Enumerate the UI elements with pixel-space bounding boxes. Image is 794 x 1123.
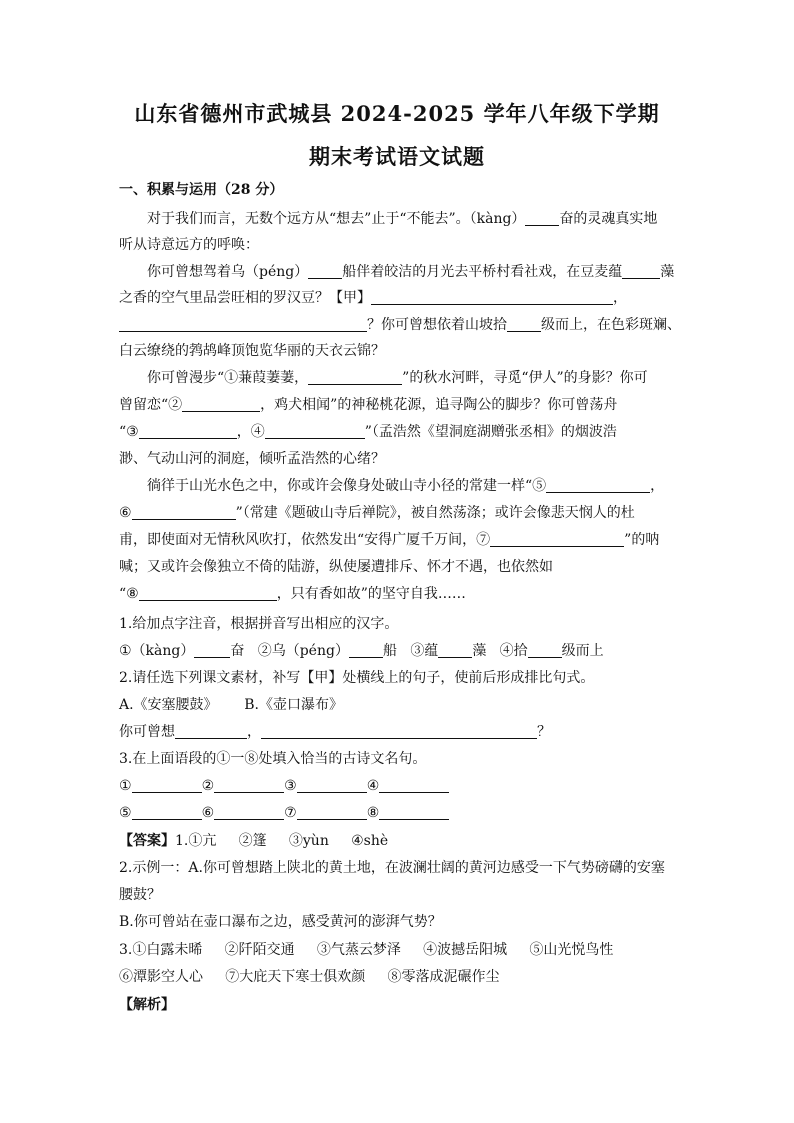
question-3-blanks-row1: ① ② ③ ④: [119, 776, 675, 796]
paragraph-line: 白云缭绕的鹁鸪峰顶饱览华丽的天衣云锦？: [119, 343, 385, 359]
paragraph-line: 喊；又或许会像独立不倚的陆游，纵使屡遭排斥、怀才不遇，也依然如: [119, 559, 553, 575]
answer-3-row1: 3.①白露未晞 ②阡陌交通 ③气蒸云梦泽 ④波撼岳阳城 ⑤山光悦鸟性: [119, 942, 614, 958]
question-3: 3.在上面语段的①一⑧处填入恰当的古诗文名句。: [119, 751, 427, 767]
section-heading: 一、积累与运用（28 分）: [119, 182, 284, 198]
question-1-items: ①（kàng） 奋 ②乌（péng） 船 ③蕴 藻 ④拾 级而上: [119, 643, 604, 659]
paragraph-line: “⑧ ，只有香如故”的坚守自我……: [119, 586, 466, 602]
paragraph-line: ？你可曾想依着山坡拾 级而上，在色彩斑斓、: [119, 315, 675, 335]
question-2-options: A.《安塞腰鼓》 B.《壶口瀑布》: [119, 697, 343, 713]
question-2-answer-line: 你可曾想 ， ？: [119, 724, 551, 740]
paragraph-line: 徜徉于山光水色之中，你或许会像身处破山寺小径的常建一样“⑤ ，: [147, 478, 665, 494]
page-subtitle: 期末考试语文试题: [309, 144, 485, 169]
paragraph-line: 曾留恋“② ，鸡犬相闻”的神秘桃花源，追寻陶公的脚步？你可曾荡舟: [119, 397, 618, 413]
paragraph-line: ⑥ ”（常建《题破山寺后禅院》，被自然荡涤；或许会像悲天悯人的杜: [119, 505, 635, 521]
paragraph-line: 你可曾漫步“①蒹葭萋萋， ”的秋水河畔，寻觅“伊人”的身影？你可: [147, 370, 648, 386]
answer-3-row2: ⑥潭影空人心 ⑦大庇天下寒士俱欢颜 ⑧零落成泥碾作尘: [119, 969, 500, 985]
paragraph-line: 对于我们而言，无数个远方从“想去”止于“不能去”。（kàng） 奋的灵魂真实地: [147, 211, 658, 227]
paragraph-line: 听从诗意远方的呼唤：: [119, 237, 259, 253]
question-2: 2.请任选下列课文素材，补写【甲】处横线上的句子，使前后形成排比句式。: [119, 670, 595, 686]
paragraph-line: “③ ，④ ”（孟浩然《望洞庭湖赠张丞相》的烟波浩: [119, 424, 617, 440]
question-1: 1.给加点字注音，根据拼音写出相应的汉字。: [119, 616, 399, 632]
answer-2: 2.示例一：A.你可曾想踏上陕北的黄土地，在波澜壮阔的黄河边感受一下气势磅礴的安塞: [119, 860, 665, 876]
analysis-heading: 【解析】: [119, 997, 175, 1013]
answer-1: 【答案】1.①亢 ②篷 ③yùn ④shè: [119, 833, 389, 849]
paragraph-line: 之香的空气里品尝旺相的罗汉豆？【甲】 ，: [119, 290, 627, 306]
paragraph-line: 你可曾想驾着乌（péng） 船伴着皎洁的月光去平桥村看社戏，在豆麦蕴 藻: [147, 264, 675, 280]
answer-2-b: B.你可曾站在壶口瀑布之边，感受黄河的澎湃气势？: [119, 914, 442, 930]
page-title: 山东省德州市武城县 2024-2025 学年八年级下学期: [134, 101, 660, 126]
paragraph-line: 渺、气动山河的洞庭，倾听孟浩然的心绪？: [119, 451, 385, 467]
answer-2-cont: 腰鼓？: [119, 887, 161, 903]
paragraph-line: 甫，即使面对无情秋风吹打，依然发出“安得广厦千万间，⑦ ”的呐: [119, 532, 660, 548]
question-3-blanks-row2: ⑤ ⑥ ⑦ ⑧: [119, 803, 675, 823]
